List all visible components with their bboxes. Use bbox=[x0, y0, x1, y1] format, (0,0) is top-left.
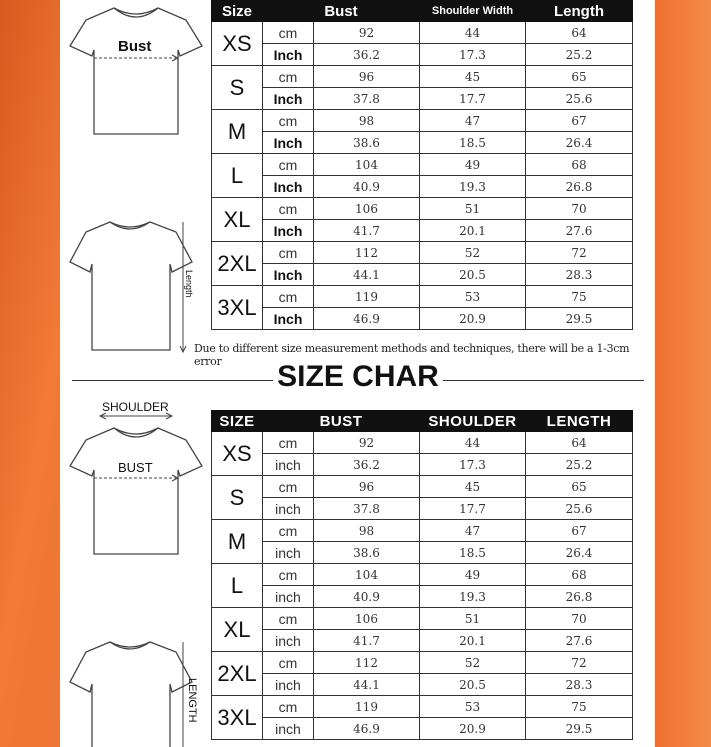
value-cm-cell: 106 bbox=[314, 608, 420, 630]
tshirt-front-shoulder-icon bbox=[68, 412, 204, 558]
table-row bbox=[212, 586, 633, 608]
header-bust: Bust bbox=[263, 1, 420, 22]
size-cell: 3XL bbox=[212, 286, 263, 330]
value-inch-cell: 26.8 bbox=[526, 176, 633, 198]
value-inch-cell: 20.1 bbox=[420, 630, 526, 652]
table-row bbox=[212, 674, 633, 696]
page-title: SIZE CHAR bbox=[273, 360, 443, 393]
value-inch-cell: 40.9 bbox=[314, 176, 420, 198]
value-inch-cell: 29.5 bbox=[526, 718, 633, 740]
unit-cm-cell: cm bbox=[263, 286, 314, 308]
value-cm-cell: 67 bbox=[526, 110, 633, 132]
unit-inch-cell: Inch bbox=[263, 132, 314, 154]
table-row bbox=[212, 220, 633, 242]
value-cm-cell: 92 bbox=[314, 432, 420, 454]
value-inch-cell: 17.7 bbox=[420, 88, 526, 110]
value-cm-cell: 106 bbox=[314, 198, 420, 220]
value-cm-cell: 51 bbox=[420, 198, 526, 220]
value-cm-cell: 75 bbox=[526, 696, 633, 718]
table-header bbox=[212, 411, 633, 432]
header-length: LENGTH bbox=[526, 411, 633, 432]
unit-cm-cell: cm bbox=[263, 476, 314, 498]
unit-cm-cell: cm bbox=[263, 22, 314, 44]
size-cell: S bbox=[212, 476, 263, 520]
unit-inch-cell: inch bbox=[263, 630, 314, 652]
value-cm-cell: 112 bbox=[314, 652, 420, 674]
table-row bbox=[212, 454, 633, 476]
value-cm-cell: 44 bbox=[420, 22, 526, 44]
section-title bbox=[72, 360, 644, 400]
tshirt-front-length-icon bbox=[66, 218, 198, 356]
table-row bbox=[212, 652, 633, 674]
size-cell: S bbox=[212, 66, 263, 110]
table-row bbox=[212, 308, 633, 330]
value-cm-cell: 67 bbox=[526, 520, 633, 542]
table-row bbox=[212, 520, 633, 542]
value-cm-cell: 68 bbox=[526, 154, 633, 176]
header-bust: BUST bbox=[263, 411, 420, 432]
value-inch-cell: 20.9 bbox=[420, 718, 526, 740]
value-inch-cell: 17.7 bbox=[420, 498, 526, 520]
value-inch-cell: 26.8 bbox=[526, 586, 633, 608]
unit-inch-cell: Inch bbox=[263, 220, 314, 242]
table-row bbox=[212, 110, 633, 132]
size-cell: L bbox=[212, 564, 263, 608]
unit-cm-cell: cm bbox=[263, 432, 314, 454]
table-row bbox=[212, 22, 633, 44]
value-inch-cell: 28.3 bbox=[526, 674, 633, 696]
table-row bbox=[212, 242, 633, 264]
value-inch-cell: 41.7 bbox=[314, 220, 420, 242]
value-cm-cell: 49 bbox=[420, 154, 526, 176]
value-cm-cell: 75 bbox=[526, 286, 633, 308]
value-cm-cell: 98 bbox=[314, 110, 420, 132]
measurement-note: Due to different size measurement methods and techniques, there will be a 1-3cm error bbox=[194, 342, 630, 368]
size-cell: XL bbox=[212, 608, 263, 652]
unit-inch-cell: inch bbox=[263, 542, 314, 564]
unit-inch-cell: inch bbox=[263, 674, 314, 696]
value-inch-cell: 25.6 bbox=[526, 498, 633, 520]
table-row bbox=[212, 66, 633, 88]
value-cm-cell: 52 bbox=[420, 652, 526, 674]
value-inch-cell: 36.2 bbox=[314, 454, 420, 476]
unit-cm-cell: cm bbox=[263, 520, 314, 542]
value-inch-cell: 17.3 bbox=[420, 44, 526, 66]
value-cm-cell: 112 bbox=[314, 242, 420, 264]
background-left bbox=[0, 0, 60, 747]
bust-label-2: BUST bbox=[118, 460, 153, 475]
table-row bbox=[212, 44, 633, 66]
table-row bbox=[212, 608, 633, 630]
unit-inch-cell: inch bbox=[263, 586, 314, 608]
value-inch-cell: 27.6 bbox=[526, 630, 633, 652]
table-row bbox=[212, 176, 633, 198]
unit-cm-cell: cm bbox=[263, 242, 314, 264]
size-cell: 2XL bbox=[212, 242, 263, 286]
size-table-2 bbox=[211, 410, 633, 740]
value-inch-cell: 38.6 bbox=[314, 542, 420, 564]
value-inch-cell: 20.5 bbox=[420, 264, 526, 286]
unit-cm-cell: cm bbox=[263, 564, 314, 586]
value-inch-cell: 44.1 bbox=[314, 264, 420, 286]
unit-cm-cell: cm bbox=[263, 608, 314, 630]
header-length: Length bbox=[526, 1, 633, 22]
size-cell: M bbox=[212, 520, 263, 564]
table-row bbox=[212, 286, 633, 308]
size-cell: XS bbox=[212, 22, 263, 66]
size-cell: XL bbox=[212, 198, 263, 242]
unit-cm-cell: cm bbox=[263, 154, 314, 176]
value-cm-cell: 70 bbox=[526, 198, 633, 220]
value-cm-cell: 96 bbox=[314, 476, 420, 498]
value-cm-cell: 53 bbox=[420, 696, 526, 718]
size-table-1 bbox=[211, 0, 633, 330]
value-inch-cell: 20.5 bbox=[420, 674, 526, 696]
unit-cm-cell: cm bbox=[263, 66, 314, 88]
value-cm-cell: 96 bbox=[314, 66, 420, 88]
unit-inch-cell: inch bbox=[263, 718, 314, 740]
value-inch-cell: 20.9 bbox=[420, 308, 526, 330]
size-cell: M bbox=[212, 110, 263, 154]
size-cell: 2XL bbox=[212, 652, 263, 696]
value-cm-cell: 53 bbox=[420, 286, 526, 308]
value-cm-cell: 98 bbox=[314, 520, 420, 542]
value-cm-cell: 72 bbox=[526, 652, 633, 674]
unit-inch-cell: Inch bbox=[263, 176, 314, 198]
value-inch-cell: 41.7 bbox=[314, 630, 420, 652]
value-inch-cell: 37.8 bbox=[314, 498, 420, 520]
value-inch-cell: 25.2 bbox=[526, 454, 633, 476]
value-inch-cell: 25.2 bbox=[526, 44, 633, 66]
tshirt-front-length-2-icon bbox=[66, 638, 200, 747]
table-row bbox=[212, 198, 633, 220]
value-cm-cell: 52 bbox=[420, 242, 526, 264]
value-inch-cell: 46.9 bbox=[314, 308, 420, 330]
header-size: Size bbox=[212, 1, 263, 22]
unit-cm-cell: cm bbox=[263, 198, 314, 220]
value-inch-cell: 18.5 bbox=[420, 542, 526, 564]
unit-inch-cell: Inch bbox=[263, 88, 314, 110]
unit-inch-cell: Inch bbox=[263, 308, 314, 330]
value-cm-cell: 47 bbox=[420, 520, 526, 542]
unit-inch-cell: Inch bbox=[263, 264, 314, 286]
header-shoulder: Shoulder Width bbox=[420, 1, 526, 22]
table-row bbox=[212, 498, 633, 520]
value-inch-cell: 38.6 bbox=[314, 132, 420, 154]
value-inch-cell: 26.4 bbox=[526, 542, 633, 564]
table-row bbox=[212, 542, 633, 564]
value-inch-cell: 44.1 bbox=[314, 674, 420, 696]
length-label-2: LENGTH bbox=[186, 678, 198, 723]
value-cm-cell: 119 bbox=[314, 286, 420, 308]
value-inch-cell: 20.1 bbox=[420, 220, 526, 242]
value-cm-cell: 92 bbox=[314, 22, 420, 44]
table-row bbox=[212, 88, 633, 110]
table-row bbox=[212, 432, 633, 454]
header-size: SIZE bbox=[212, 411, 263, 432]
table-row bbox=[212, 476, 633, 498]
value-cm-cell: 70 bbox=[526, 608, 633, 630]
value-inch-cell: 27.6 bbox=[526, 220, 633, 242]
shoulder-label: SHOULDER bbox=[102, 400, 169, 414]
table-row bbox=[212, 132, 633, 154]
value-cm-cell: 65 bbox=[526, 66, 633, 88]
value-cm-cell: 64 bbox=[526, 432, 633, 454]
value-cm-cell: 51 bbox=[420, 608, 526, 630]
value-cm-cell: 65 bbox=[526, 476, 633, 498]
unit-cm-cell: cm bbox=[263, 696, 314, 718]
value-cm-cell: 45 bbox=[420, 66, 526, 88]
table-row bbox=[212, 154, 633, 176]
table-row bbox=[212, 696, 633, 718]
value-cm-cell: 119 bbox=[314, 696, 420, 718]
table-row bbox=[212, 718, 633, 740]
value-cm-cell: 45 bbox=[420, 476, 526, 498]
value-inch-cell: 28.3 bbox=[526, 264, 633, 286]
value-cm-cell: 49 bbox=[420, 564, 526, 586]
value-cm-cell: 47 bbox=[420, 110, 526, 132]
value-inch-cell: 26.4 bbox=[526, 132, 633, 154]
length-label-1: Length bbox=[184, 270, 194, 298]
size-cell: XS bbox=[212, 432, 263, 476]
unit-inch-cell: inch bbox=[263, 498, 314, 520]
header-shoulder: SHOULDER bbox=[420, 411, 526, 432]
value-inch-cell: 19.3 bbox=[420, 176, 526, 198]
value-cm-cell: 104 bbox=[314, 564, 420, 586]
value-cm-cell: 72 bbox=[526, 242, 633, 264]
table-row bbox=[212, 264, 633, 286]
value-inch-cell: 40.9 bbox=[314, 586, 420, 608]
table-header bbox=[212, 1, 633, 22]
size-cell: 3XL bbox=[212, 696, 263, 740]
bust-label-1: Bust bbox=[118, 38, 152, 55]
value-inch-cell: 36.2 bbox=[314, 44, 420, 66]
value-cm-cell: 104 bbox=[314, 154, 420, 176]
background-right bbox=[655, 0, 711, 747]
tshirt-front-bust-icon bbox=[68, 6, 204, 138]
value-cm-cell: 68 bbox=[526, 564, 633, 586]
unit-inch-cell: Inch bbox=[263, 44, 314, 66]
unit-cm-cell: cm bbox=[263, 110, 314, 132]
value-inch-cell: 25.6 bbox=[526, 88, 633, 110]
value-inch-cell: 18.5 bbox=[420, 132, 526, 154]
value-inch-cell: 17.3 bbox=[420, 454, 526, 476]
value-cm-cell: 64 bbox=[526, 22, 633, 44]
value-inch-cell: 19.3 bbox=[420, 586, 526, 608]
unit-cm-cell: cm bbox=[263, 652, 314, 674]
table-row bbox=[212, 564, 633, 586]
table-row bbox=[212, 630, 633, 652]
value-inch-cell: 29.5 bbox=[526, 308, 633, 330]
value-inch-cell: 46.9 bbox=[314, 718, 420, 740]
size-cell: L bbox=[212, 154, 263, 198]
value-cm-cell: 44 bbox=[420, 432, 526, 454]
unit-inch-cell: inch bbox=[263, 454, 314, 476]
value-inch-cell: 37.8 bbox=[314, 88, 420, 110]
